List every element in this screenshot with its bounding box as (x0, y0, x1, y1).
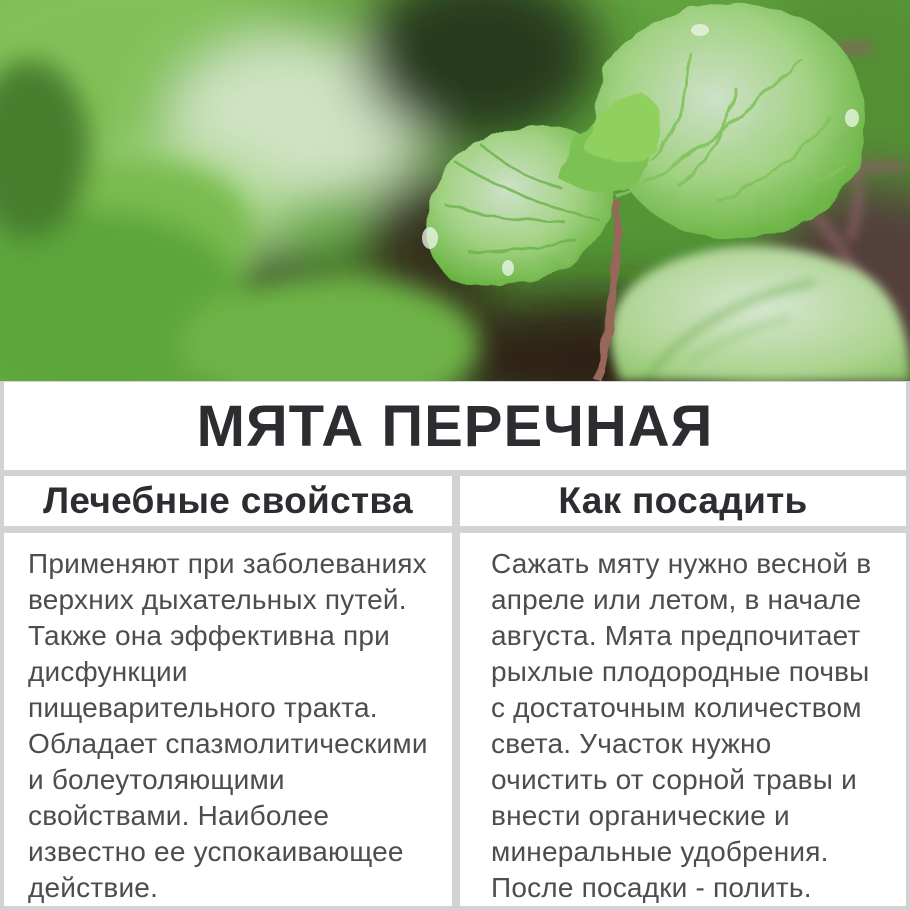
mint-photo (0, 0, 910, 381)
body-how-to-plant (460, 533, 906, 906)
body-medicinal-properties (4, 533, 452, 906)
page-title: МЯТА ПЕРЕЧНАЯ (196, 393, 714, 459)
medicinal-properties-text: Применяют при заболеваниях верхних дыхательных путей. Также она эффективна при дисфункции пищеварительного тракта. Обладает спазмолитическими и болеутоляющими свойствами. Наиболее известно ее успокаивающее действие. (28, 548, 428, 903)
header-how-to-plant-label: Как посадить (558, 480, 808, 521)
title-cell (4, 382, 906, 470)
how-to-plant-text: Сажать мяту нужно весной в апреле или летом, в начале августа. Мята предпочитает рыхлые плодородные почвы с достаточным количеством света. Участок нужно очистить от сорной травы и внести органические и минеральные удобрения. После посадки - полить. (491, 548, 872, 903)
header-medicinal-properties-label: Лечебные свойства (43, 480, 413, 521)
mint-leaves-illustration (0, 0, 910, 381)
header-how-to-plant (460, 476, 906, 526)
header-medicinal-properties (4, 476, 452, 526)
